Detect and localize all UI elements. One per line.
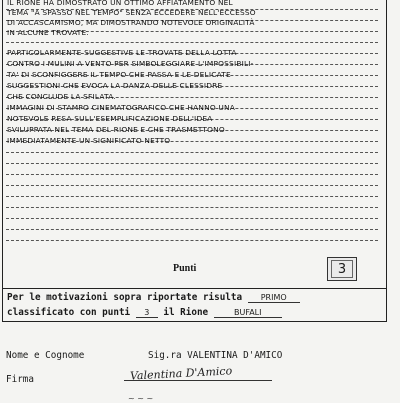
score-box <box>327 257 357 281</box>
result-field: PRIMO <box>248 293 300 303</box>
rione-field: BUFALI <box>214 308 282 318</box>
partial-handwriting: ~ ~ ~ <box>128 394 154 403</box>
firma-label: Firma <box>6 374 34 385</box>
handwritten-line: CHE CONCLUDE LA SFILATA. <box>7 92 116 101</box>
handwritten-line: IN ALCUNE TROVATE. <box>7 28 89 37</box>
handwritten-signature: Valentina D'Amico <box>129 364 233 383</box>
classified-prefix: classificato con punti <box>7 307 131 318</box>
section-divider <box>2 288 387 289</box>
handwritten-line: SVILUPPATA NEL TEMA DEL RIONE E CHE TRASMETTONO <box>7 125 225 134</box>
handwritten-line: IMMAGINI DI STAMPO CINEMATOGRAFICO CHE HANNO UNA <box>7 103 236 112</box>
motivation-line-2 <box>7 307 282 318</box>
handwritten-line: NOTEVOLE RESA SULL'ESEMPLIFICAZIONE DELL'IDEA <box>7 114 213 123</box>
ruled-line <box>6 207 378 208</box>
signature-line <box>124 380 272 381</box>
handwritten-line: PARTICOLARMENTE SUGGESTIVE LE TROVATE DELLA LOTTA <box>7 48 237 57</box>
handwritten-line: SUGGESTIONI CHE EVOCA LA DANZA DELLE CLESSIDRE <box>7 81 223 90</box>
name-label: Nome e Cognome <box>6 350 85 361</box>
handwritten-line: TEMA "A SPASSO NEL TEMPO" SENZA ECCEDERE NELL'ECCESSO <box>7 8 256 17</box>
handwritten-line: TA' DI SCONFIGGERE IL TEMPO CHE PASSA E LE DELICATE <box>7 70 231 79</box>
ruled-line <box>6 152 378 153</box>
ruled-line <box>6 185 378 186</box>
points-field: 3 <box>136 308 158 318</box>
motivation-line-1 <box>7 292 300 303</box>
handwritten-line: IMMEDIATAMENTE UN SIGNIFICATO NETTO <box>7 136 171 145</box>
ruled-line <box>6 196 378 197</box>
ruled-line <box>6 42 378 43</box>
handwritten-line: CONTRO I MULINI A VENTO PER SIMBOLEGGIARE L'IMPOSSIBILI- <box>7 59 254 68</box>
ruled-line <box>6 174 378 175</box>
motivation-prefix: Per le motivazioni sopra riportate risulta <box>7 292 243 303</box>
handwritten-line: DI ACCASCAMISMO, MA DIMOSTRANDO NOTEVOLE ORIGINALITÀ <box>7 18 255 27</box>
ruled-line <box>6 163 378 164</box>
name-value: Sig.ra VALENTINA D'AMICO <box>148 350 283 361</box>
handwritten-line: IL RIONE HA DIMOSTRATO UN OTTIMO AFFIATAMENTO NEL <box>7 0 233 7</box>
punti-label: Punti <box>173 263 197 274</box>
ruled-line <box>6 218 378 219</box>
score-value: 3 <box>331 260 353 278</box>
ruled-line <box>6 229 378 230</box>
rione-label: il Rione <box>163 307 209 318</box>
ruled-line <box>6 240 378 241</box>
